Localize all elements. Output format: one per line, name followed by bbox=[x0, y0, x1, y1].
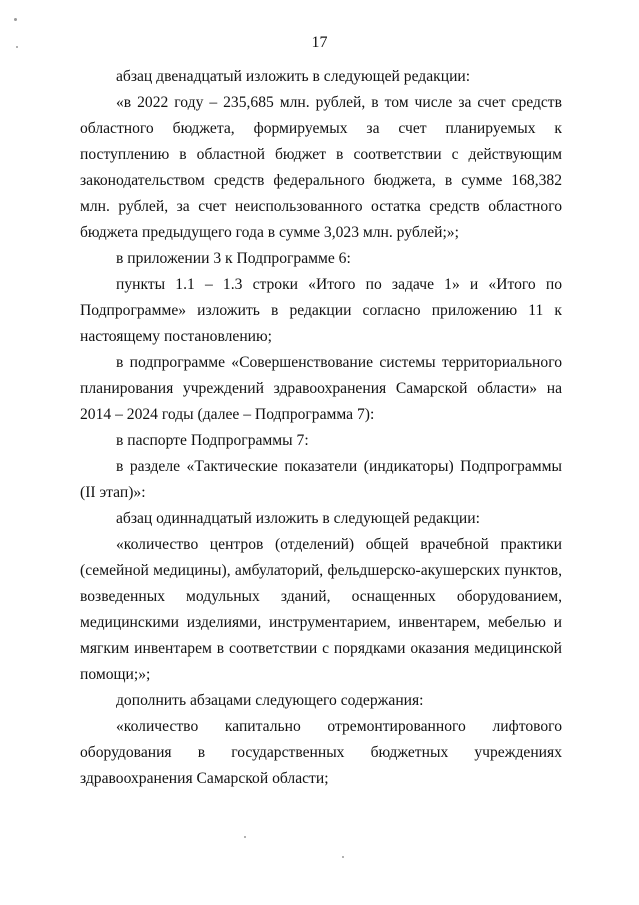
paragraph: «в 2022 году – 235,685 млн. рублей, в том числе за счет средств областного бюджета, формируемых за счет планируемых к поступлению в областной бюджет в соответствии с действующим законодательством средств федерального бюджета, в сумме 168,382 млн. рублей, за счет неиспользованного остатка средств областного бюджета предыдущего года в сумме 3,023 млн. рублей;»; bbox=[80, 94, 562, 241]
scan-speck bbox=[342, 856, 344, 858]
paragraph: абзац одиннадцатый изложить в следующей редакции: bbox=[116, 510, 480, 527]
paragraph: пункты 1.1 – 1.3 строки «Итого по задаче 1» и «Итого по Подпрограмме» изложить в редакции согласно приложению 11 к настоящему постановлению; bbox=[80, 276, 562, 345]
paragraph: в приложении 3 к Подпрограмме 6: bbox=[116, 250, 351, 267]
page-number: 17 bbox=[311, 34, 328, 51]
document-body bbox=[80, 64, 562, 792]
paragraph: в подпрограмме «Совершенствование системы территориального планирования учреждений здравоохранения Самарской области» на 2014 – 2024 годы (далее – Подпрограмма 7): bbox=[80, 354, 562, 423]
paragraph: «количество капитально отремонтированного лифтового оборудования в государственных бюджетных учреждениях здравоохранения Самарской области; bbox=[80, 718, 562, 787]
paragraph: в паспорте Подпрограммы 7: bbox=[116, 432, 309, 449]
scan-speck bbox=[14, 18, 17, 21]
paragraph: в разделе «Тактические показатели (индикаторы) Подпрограммы (II этап)»: bbox=[80, 458, 562, 501]
scan-speck bbox=[244, 836, 246, 838]
scan-speck bbox=[16, 46, 18, 48]
paragraph: «количество центров (отделений) общей врачебной практики (семейной медицины), амбулаторий, фельдшерско-акушерских пунктов, возведенных модульных зданий, оснащенных оборудованием, медицинскими изделиями, инструментарием, инвентарем, мебелью и мягким инвентарем в соответствии с порядками оказания медицинской помощи;»; bbox=[80, 536, 562, 683]
paragraph: абзац двенадцатый изложить в следующей редакции: bbox=[116, 68, 471, 85]
paragraph: дополнить абзацами следующего содержания: bbox=[116, 692, 424, 709]
